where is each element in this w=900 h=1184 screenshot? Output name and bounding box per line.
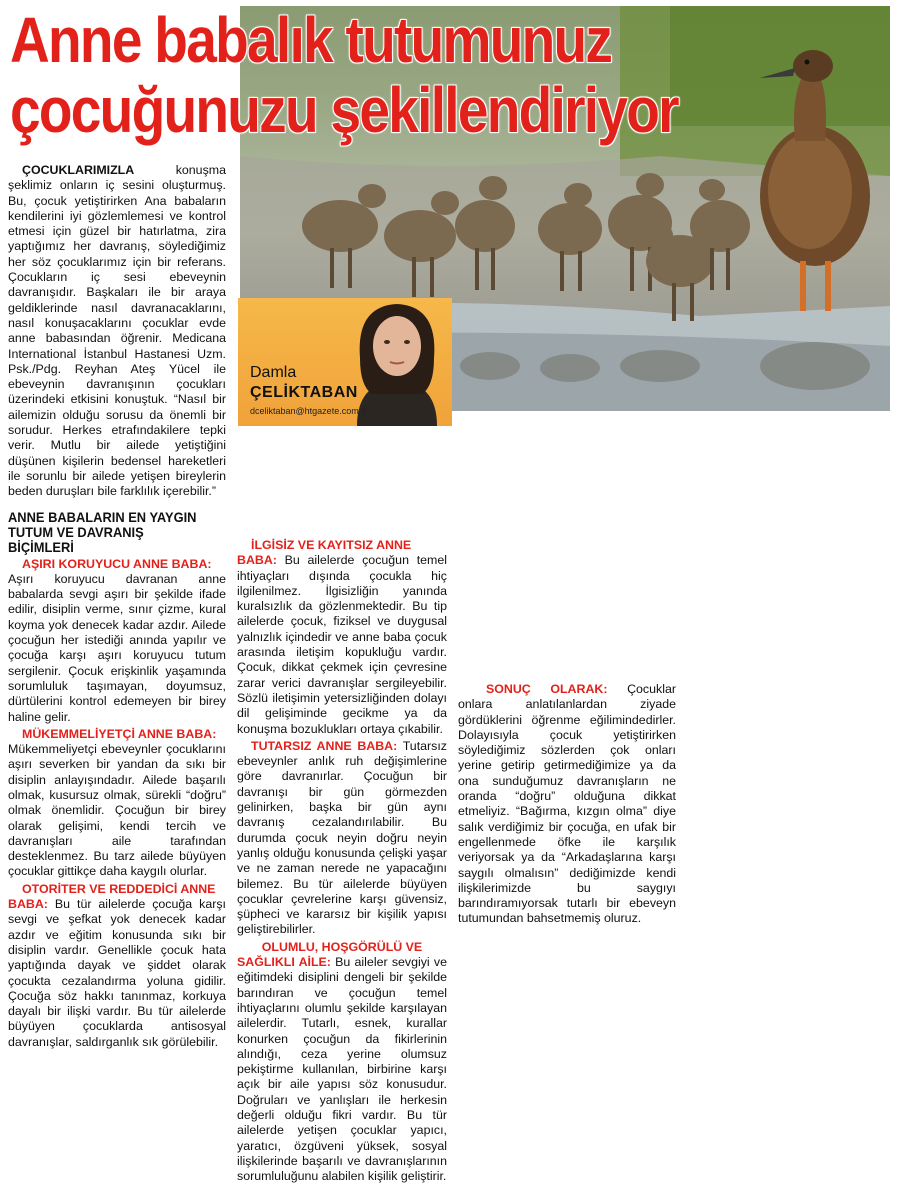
indifferent-title-2: BABA: bbox=[237, 553, 277, 568]
intro-lead: ÇOCUKLARIMIZLA bbox=[22, 163, 135, 177]
indifferent-text: Bu ailelerde çocuğun temel ihtiyaçları dışında çocukla hiç ilgilenilmez. İlgisizliğin yanında kuralsızlık da gözlenmektedir. Bu tip ailelerde çocuk, fiziksel ve duygusal yalnızlık içindedir ve anne baba çocuk arasında iletişim kopukluğu vardır. Çocuk, dikkat çekmek için çevresine zarar verici davranışlar sergileyebilir. Sözlü iletişimin yetersizliğinden dolayı dil gelişiminde gecikme ya da konuşma bozuklukları ortaya çıkabilir. bbox=[237, 553, 447, 736]
indifferent-title-1: İLGİSİZ VE KAYITSIZ ANNE bbox=[251, 538, 412, 552]
positive-title-1: OLUMLU, HOŞGÖRÜLÜ VE bbox=[261, 939, 423, 954]
authoritarian-paragraph bbox=[8, 897, 226, 1050]
headline-line-1: Anne babalık tutumunuz bbox=[10, 4, 612, 76]
perfectionist-text: Mükemmeliyetçi ebeveynler çocuklarını aşırı severken bir yandan da sıkı bir disiplin anlayışındadır. Ailede başarılı olmak, kusursuz olmak, sürekli “doğru” olmak önemlidir. Çocuğun bir birey olarak gelişimi, kendi tercih ve davranışları aile tarafından desteklenmez. Bu tarz ailede büyüyen çocuklar gittikçe daha kaygılı olurlar. bbox=[8, 742, 226, 879]
authoritarian-title-2: BABA: bbox=[8, 897, 48, 912]
overprotective-title: AŞIRI KORUYUCU ANNE BABA: bbox=[22, 556, 212, 571]
authoritarian-title-1: OTORİTER VE REDDEDİCİ ANNE bbox=[22, 881, 216, 896]
intro-paragraph bbox=[8, 163, 226, 500]
indifferent-paragraph bbox=[237, 553, 447, 737]
column-2 bbox=[237, 432, 447, 1184]
conclusion-paragraph bbox=[458, 682, 676, 927]
positive-title-2: SAĞLIKLI AİLE: bbox=[237, 955, 331, 970]
inconsistent-title: TUTARSIZ ANNE BABA: bbox=[251, 738, 398, 753]
section-title: ANNE BABALARIN EN YAYGIN TUTUM VE DAVRANIŞ BİÇİMLERİ bbox=[8, 508, 197, 555]
overprotective-text: Aşırı koruyucu davranan anne babalarda sevgi aşırı bir şekilde ifade edilir, disiplin verme, sınır çizme, kural koyma yok denecek kadar azdır. Ailede çocuğun her istediği anında yapılır ve çocuğa karşı aşırı koruyucu tutum sergilenir. Çocuk erişkinlik yaşamında sorumluluk taşımayan, doyumsuz, dürtülerini kontrol edemeyen bir birey haline gelir. bbox=[8, 571, 226, 724]
inconsistent-text: Tutarsız ebeveynler anlık ruh değişimlerine göre davranırlar. Çocuğun bir davranışı bir gün görmezden gelinirken, başka bir gün aynı davranış cezalandırılabilir. Bu durumda çocuk neyin doğru neyin yanlış olduğu konusunda çelişki yaşar ve ne zaman nerede ne yapacağını bilemez. Bu tür ailelerde büyüyen çocuklar çevrelerine karşı güvensiz, şüpheci ve kararsız bir kişilik yapısı geliştirebilirler. bbox=[237, 738, 447, 937]
intro-text: konuşma şeklimiz onların iç sesini oluşturmuş. Bu, çocuk yetiştirirken Ana babaların kendilerini iyi gözlemlemesi ve kontrol etmesi için güzel bir hatırlatma, zira yaptığımız her davranış, söylediğimiz her söz çocuklarımız için bir referans. Çocukların iç sesi ebeveynin davranışıdır. Başkaları ile bir araya geldiklerinde nasıl davranacaklarını, nasıl konuşacaklarını çocuklar evde anne babasından öğrenir. Medicana International İstanbul Hastanesi Uzm. Psk./Pdg. Reyhan Ateş Yücel ile ebeveynin davranışının çocukları üzerindeki etkisini konuştuk. “Nasıl bir ailemizin olduğu sorusu da önemli bir sorudur. Herkes etrafındakilere tepki verir. Mutlu bir ailede yetiştiğini düşünen kişilerin bedensel hareketleri ile sorunlu bir ailede yetişen bireylerin beden duruşları bile farklılık içerebilir.” bbox=[8, 163, 226, 499]
author-email[interactable]: dceliktaban@htgazete.com.tr bbox=[250, 406, 367, 416]
authoritarian-text: Bu tür ailelerde çocuğa karşı sevgi ve şefkat yok denecek kadar azdır ve eğitim konusunda sıkı bir disiplin vardır. Genellikle çocuk hata yaptığında dayak ve şiddet olarak çocukta cezalandırma yoluna gidilir. Çocuğa söz hakkı tanınmaz, korkuya dayalı bir ilişki vardır. Bu tür ailelerde büyüyen çocuklarda antisosyal davranışlar, saldırganlık sık görülebilir. bbox=[8, 897, 226, 1049]
positive-paragraph bbox=[237, 955, 447, 1184]
author-last-name: ÇELİKTABAN bbox=[250, 384, 358, 401]
author-first-name: Damla bbox=[250, 364, 297, 381]
conclusion-text: Çocuklar onlara anlatılanlardan ziyade gördüklerini öğrenme eğilimindedirler. Dolayısıyla çocuk yetiştirirken söylediğimiz sözlerden çok onları yerine getirip getirmediğimize ya da ona sunduğumuz davranışların ne oranda “doğru” olduğuna dikkat etmeliyiz. “Bağırma, kızgın olma” diye salık verdiğimiz bir çocuğa, en ufak bir engellenmede öfke ile karşılık veriyorsak ya da “Arkadaşlarına karşı saygılı olmalısın” dediğimizde kendi ilişkilerimizde bu saygıyı barındıramıyorsak tutarlı bir ebeveyn tutumundan bahsetmemiş oluruz. bbox=[458, 682, 676, 926]
positive-text: Bu aileler sevgiyi ve eğitimdeki disiplini dengeli bir şekilde barındıran ve çocuğun temel ihtiyaçlarını olumlu şekilde karşılayan ailelerdir. Tutarlı, esnek, kurallar konurken çocuğun da fikirlerinin alındığı, ceza yerine olumsuz pekiştirme kullanılan, birbirine karşı açık bir aile yapısı söz konusudur. Doğruları ve yanlışları ile herkesin değerli olduğu fikri vardır. Bu tür ailelerde yetişen çocuklar yapıcı, yaratıcı, özgüveni yüksek, sosyal ilişkilerinde başarılı ve davranışlarının sorumluluğunu alabilen kişilik geliştirir. bbox=[237, 955, 447, 1184]
column-1 bbox=[8, 163, 226, 1050]
author-box bbox=[238, 298, 452, 426]
column-3 bbox=[458, 414, 676, 927]
perfectionist-title: MÜKEMMELİYETÇİ ANNE BABA: bbox=[22, 726, 217, 741]
conclusion-title: SONUÇ OLARAK: bbox=[486, 682, 608, 696]
headline-line-2: çocuğunuzu şekillendiriyor bbox=[10, 74, 678, 146]
inconsistent-paragraph bbox=[237, 739, 447, 938]
